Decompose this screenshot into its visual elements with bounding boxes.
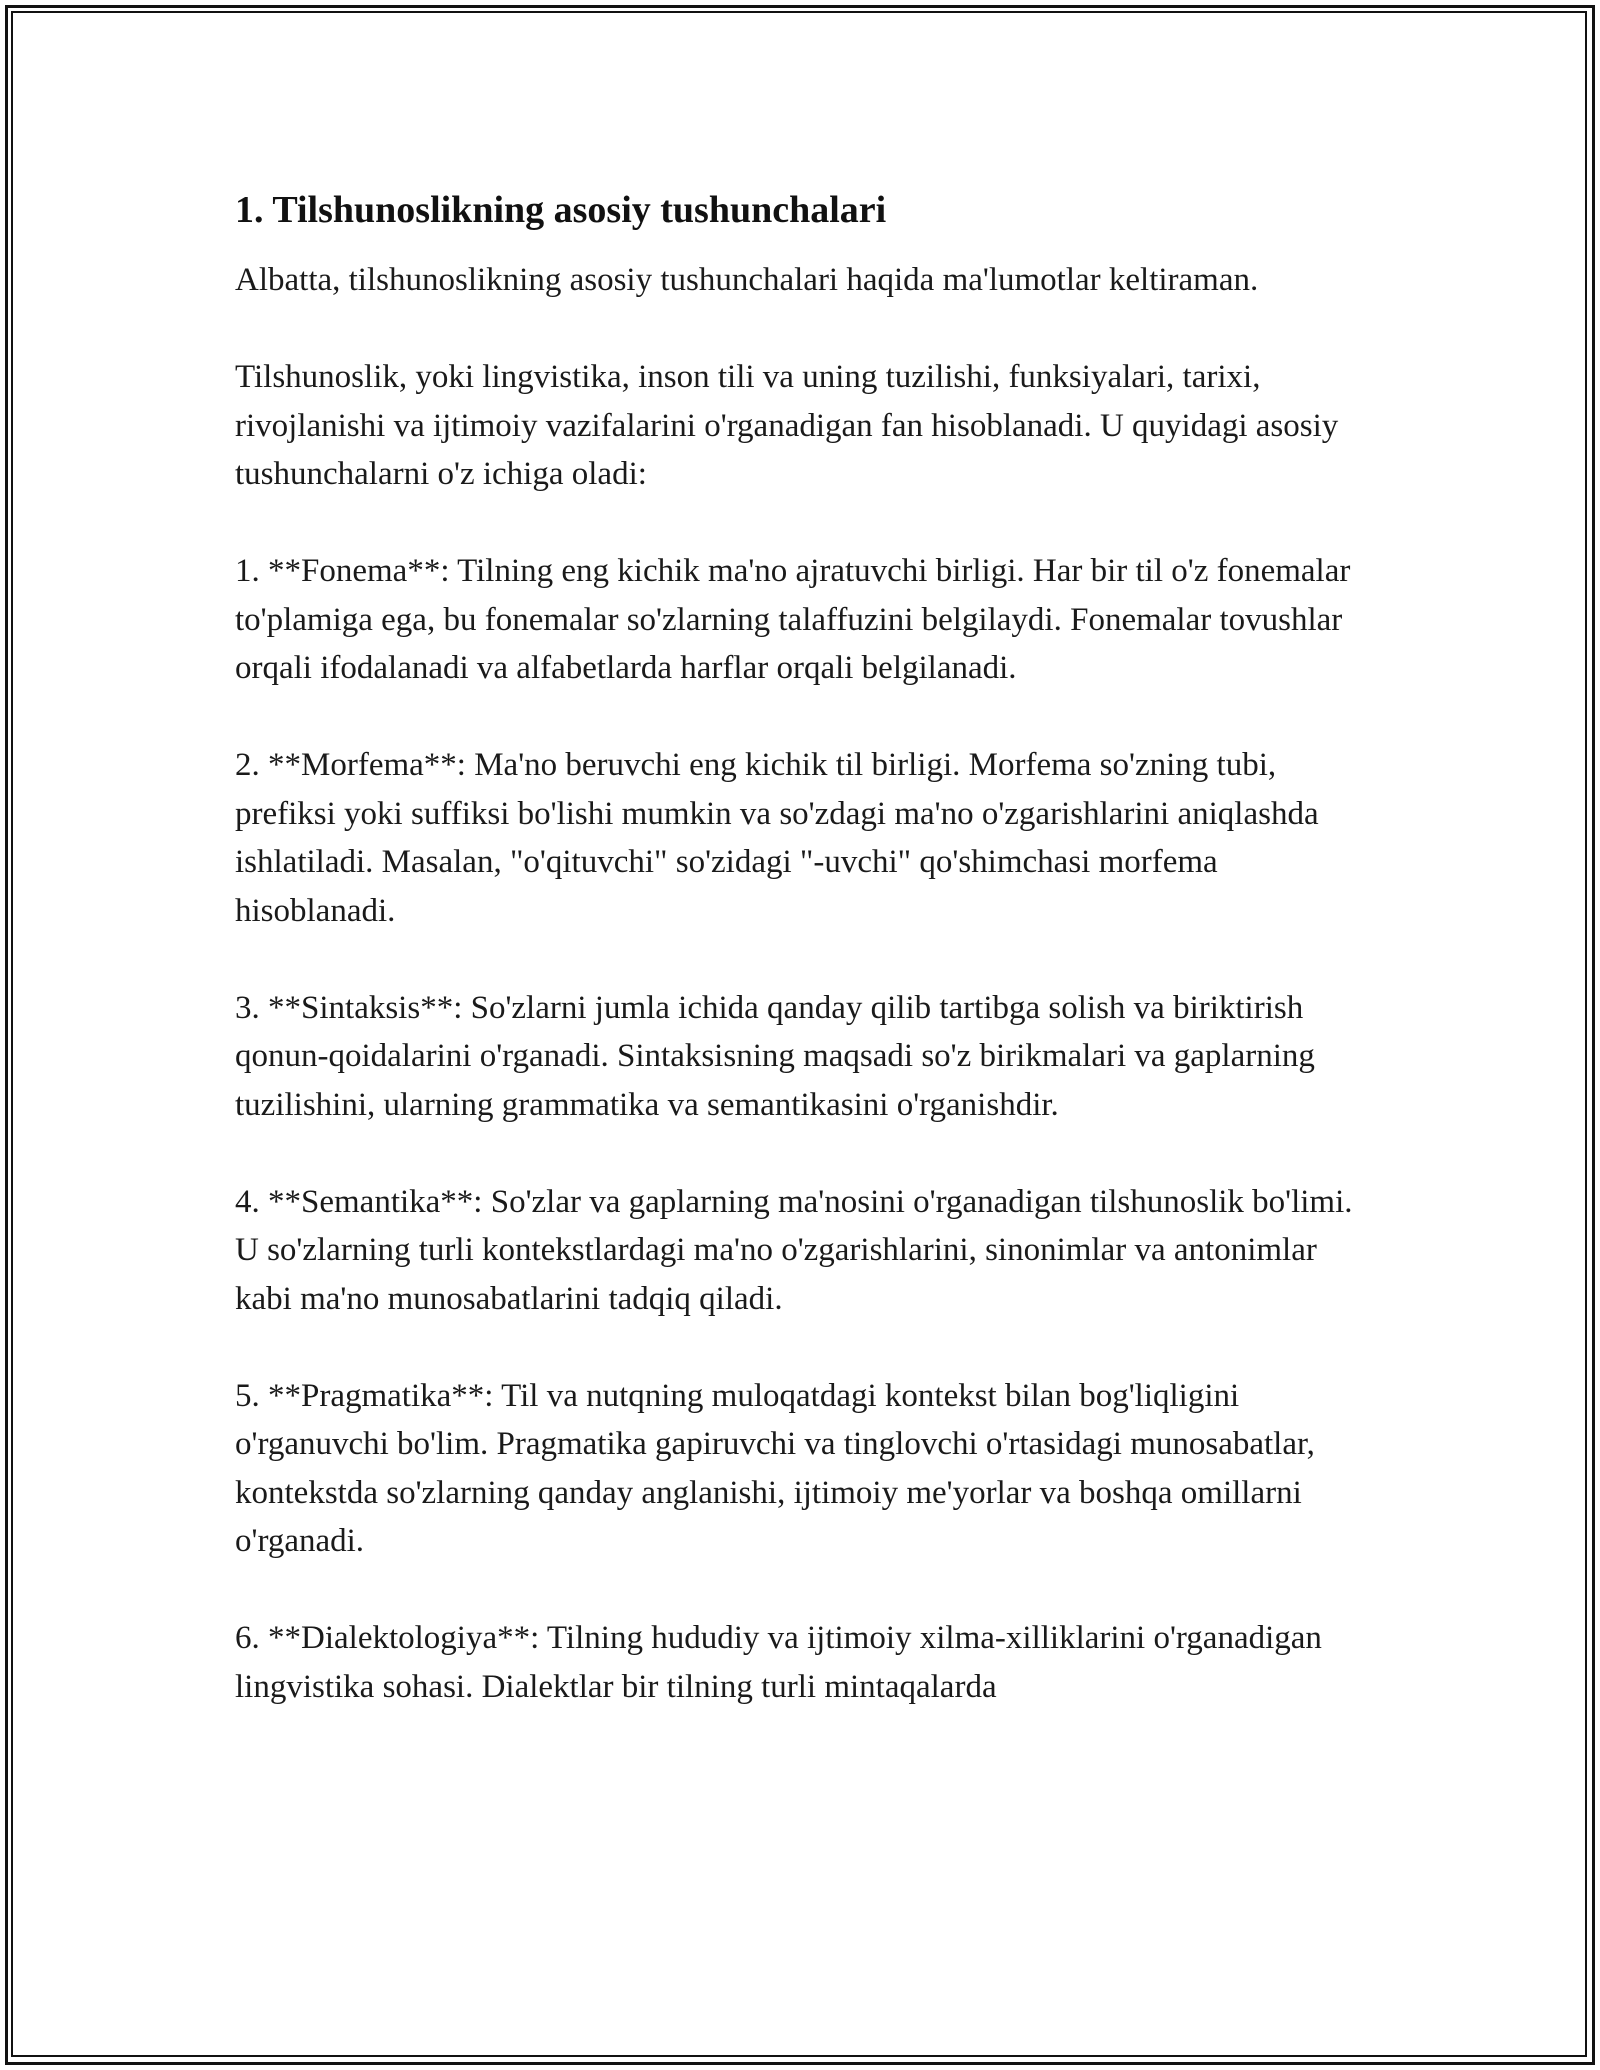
- paragraph-dialektologiya: 6. **Dialektologiya**: Tilning hududiy va ijtimoiy xilma-xilliklarini o'rganadigan lingvistika sohasi. Dialektlar bir tilning turli mintaqalarda: [235, 1620, 1322, 1705]
- paragraph-definition: Tilshunoslik, yoki lingvistika, inson tili va uning tuzilishi, funksiyalari, tarixi, rivojlanishi va ijtimoiy vazifalarini o'rganadigan fan hisoblanadi. U quyidagi asosiy tushunchalarni o'z ichiga oladi:: [235, 359, 1339, 492]
- document-body: [235, 186, 1365, 1760]
- section-heading: 1. Tilshunoslikning asosiy tushunchalari: [235, 189, 887, 231]
- paragraph-fonema: 1. **Fonema**: Tilning eng kichik ma'no ajratuvchi birligi. Har bir til o'z fonemalar to'plamiga ega, bu fonemalar so'zlarning talaffuzini belgilaydi. Fonemalar tovushlar orqali ifodalanadi va alfabetlarda harflar orqali belgilanadi.: [235, 553, 1351, 686]
- paragraph-semantika: 4. **Semantika**: So'zlar va gaplarning ma'nosini o'rganadigan tilshunoslik bo'limi. U so'zlarning turli kontekstlardagi ma'no o'zgarishlarini, sinonimlar va antonimlar kabi ma'no munosabatlarini tadqiq qiladi.: [235, 1183, 1353, 1317]
- paragraph-intro: Albatta, tilshunoslikning asosiy tushunchalari haqida ma'lumotlar keltiraman.: [235, 262, 1259, 298]
- paragraph-pragmatika: 5. **Pragmatika**: Til va nutqning muloqatdagi kontekst bilan bog'liqligini o'rganuvchi bo'lim. Pragmatika gapiruvchi va tinglovchi o'rtasidagi munosabatlar, kontekstda so'zlarning qanday anglanishi, ijtimoiy me'yorlar va boshqa omillarni o'rganadi.: [235, 1377, 1315, 1559]
- paragraph-morfema: 2. **Morfema**: Ma'no beruvchi eng kichik til birligi. Morfema so'zning tubi, prefiksi yoki suffiksi bo'lishi mumkin va so'zdagi ma'no o'zgarishlarini aniqlashda ishlatiladi. Masalan, "o'qituvchi" so'zidagi "-uvchi" qo'shimchasi morfema hisoblanadi.: [235, 747, 1319, 929]
- paragraph-sintaksis: 3. **Sintaksis**: So'zlarni jumla ichida qanday qilib tartibga solish va biriktirish qonun-qoidalarini o'rganadi. Sintaksisning maqsadi so'z birikmalari va gaplarning tuzilishini, ularning grammatika va semantikasini o'rganishdir.: [235, 989, 1315, 1123]
